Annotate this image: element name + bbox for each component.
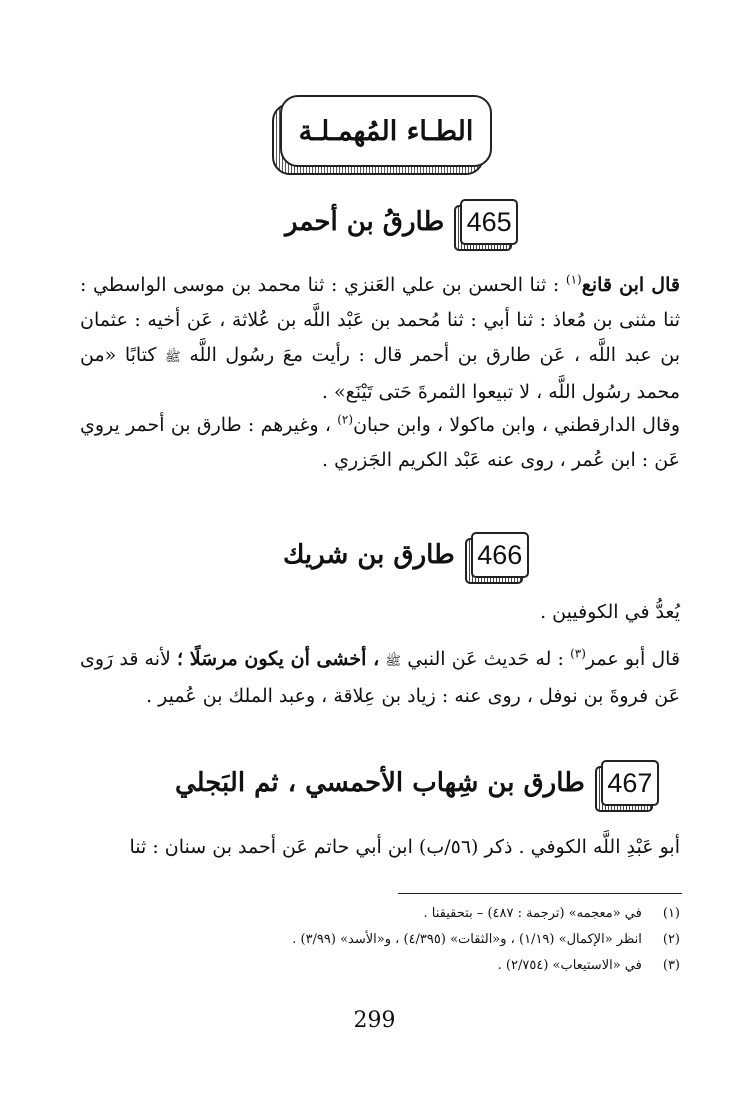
- entry-465-header: [285, 199, 518, 245]
- paragraph-4-text: قال أبو عمر: [585, 648, 681, 670]
- paragraph-4: [80, 642, 680, 714]
- footnote-ref-3: (٣): [570, 646, 586, 661]
- paragraph-4-bold: ، أخشى أن يكون مرسَلًا ؛: [177, 648, 380, 670]
- page-number: 299: [353, 1008, 396, 1033]
- paragraph-3: [80, 595, 680, 630]
- paragraph-5-text: أبو عَبْدِ اللَّه الكوفي . ذكر (٥٦/ب) ابن أبي حاتم عَن أحمد بن سنان : ثنا: [129, 836, 680, 858]
- paragraph-2: [80, 408, 680, 478]
- paragraph-3-text: يُعدُّ في الكوفيين .: [540, 601, 680, 623]
- entry-title: طارق بن شريك: [283, 540, 455, 570]
- entry-467-header: [175, 760, 659, 806]
- paragraph-2-text-cont: ، وغيرهم : طارق بن أحمر يروي عَن : ابن عُمر ، روى عنه عَبْد الكريم الجَزري .: [80, 414, 680, 471]
- paragraph-4-text-end: لأنه قد رَوى عَن فروةَ بن نوفل ، روى عنه : زياد بن عِلاقة ، وعبد الملك بن عُمير .: [80, 648, 680, 707]
- entry-number-box: [471, 532, 529, 578]
- footnote-text: في «الاستيعاب» (٢/٧٥٤) .: [497, 958, 642, 973]
- paragraph-2-text: وقال الدارقطني ، وابن ماكولا ، وابن حبان: [353, 414, 681, 436]
- entry-title: طارقُ بن أحمر: [285, 207, 445, 237]
- entry-number-box: [460, 199, 518, 245]
- footnote-mark: (٢): [662, 932, 680, 947]
- paragraph-1-lead: قال ابن قانع: [581, 274, 680, 296]
- footnote-1: [80, 903, 680, 925]
- footnote-text: في «معجمه» (ترجمة : ٤٨٧) – بتحقيقنا .: [423, 906, 642, 921]
- footnote-ref-1: (١): [565, 272, 582, 287]
- footnote-divider: [398, 893, 682, 894]
- paragraph-1-text: : ثنا الحسن بن علي العَنزي : ثنا محمد بن موسى الواسطي : ثنا مثنى بن مُعاذ : ثنا أبي : ثنا مُحمد بن عَبْد اللَّه بن عُلاثة ، عَن أخيه : عثمان بن عبد اللَّه ، عَن طارق بن أحمر قال : رأيت معَ رسُول اللَّه: [80, 274, 680, 366]
- salla-glyph: ﷺ: [385, 654, 402, 669]
- paragraph-4-text-cont: : له حَديث عَن النبي: [407, 648, 564, 670]
- entry-title: طارق بن شِهاب الأحمسي ، ثم البَجلي: [175, 768, 585, 798]
- entry-number: 466: [471, 532, 529, 578]
- footnote-mark: (٣): [662, 958, 680, 973]
- paragraph-1: [80, 268, 680, 410]
- chapter-header-box: [280, 95, 492, 167]
- chapter-title: الطـاء المُهمـلـة: [280, 95, 492, 167]
- footnote-3: [80, 955, 680, 977]
- entry-466-header: [283, 532, 529, 578]
- entry-number-box: [601, 760, 659, 806]
- footnote-text: انظر «الإكمال» (١/١٩) ، و«الثقات» (٤/٣٩٥) ، و«الأسد» (٣/٩٩) .: [292, 932, 642, 947]
- salla-glyph: ﷺ: [165, 350, 181, 365]
- entry-number: 465: [460, 199, 518, 245]
- footnote-ref-2: (٢): [337, 412, 354, 427]
- footnote-mark: (١): [662, 906, 680, 921]
- footnote-2: [80, 929, 680, 951]
- paragraph-5: [80, 830, 680, 865]
- entry-number: 467: [601, 760, 659, 806]
- paragraph-1-text-cont: كتابًا «من محمد رسُول اللَّه ، لا تبيعوا الثمرةَ حَتى تَيْنَع» .: [80, 344, 680, 403]
